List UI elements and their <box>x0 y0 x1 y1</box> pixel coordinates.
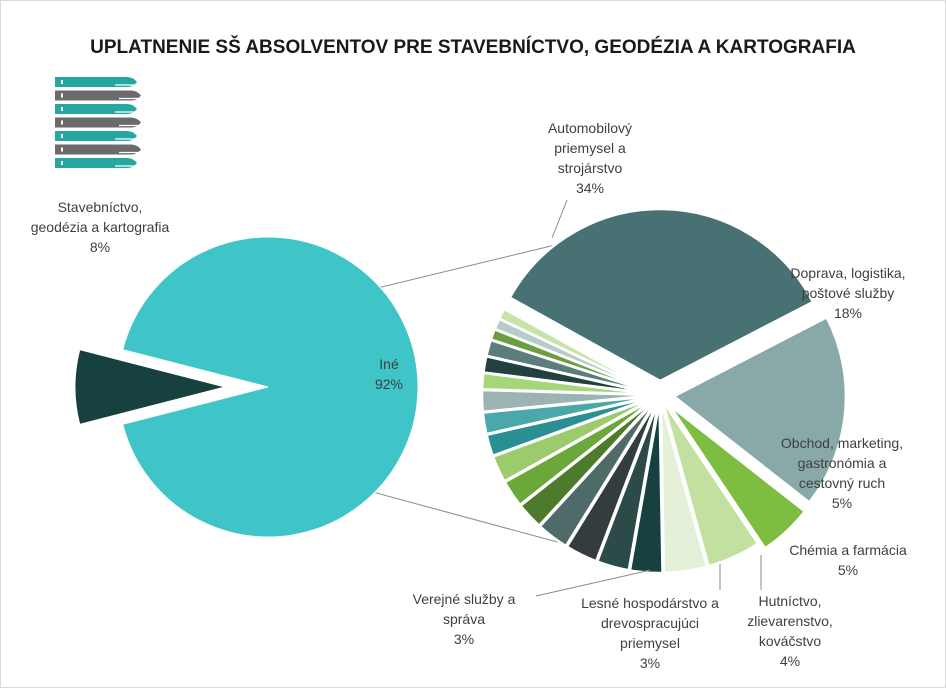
data-label-line: Chémia a farmácia <box>789 542 907 558</box>
data-label-line: poštové služby <box>801 285 895 301</box>
data-label-percent: 34% <box>575 180 605 196</box>
data-label-percent: 18% <box>833 305 863 321</box>
data-label-chemia-a-farmacia <box>789 542 907 578</box>
data-label-percent: 4% <box>779 653 801 669</box>
data-label-percent: 3% <box>639 655 661 671</box>
data-label-hutnictvo-zlievarenstvo-kovacstvo <box>747 593 833 669</box>
books-logo-icon <box>55 77 141 168</box>
primary-pie <box>75 237 418 537</box>
data-label-line: zlievarenstvo, <box>747 613 833 629</box>
data-label-percent: 92% <box>374 376 404 392</box>
data-label-stavebnictvo-geodezia-a-kartografia <box>31 199 170 255</box>
data-label-percent: 8% <box>89 239 111 255</box>
data-label-line: Lesné hospodárstvo a <box>581 595 719 611</box>
data-label-line: geodézia a kartografia <box>30 219 170 235</box>
data-label-line: Iné <box>379 356 399 372</box>
data-label-line: strojárstvo <box>557 160 623 176</box>
data-label-line: Obchod, marketing, <box>780 435 904 451</box>
secondary-pie <box>482 209 846 573</box>
data-label-line: gastronómia a <box>797 455 887 471</box>
data-label-line: Doprava, logistika, <box>790 265 906 281</box>
data-label-percent: 5% <box>831 495 853 511</box>
leader-line-automobilovy-priemysel-a-strojarstvo <box>552 200 567 238</box>
data-label-line: priemysel a <box>554 140 626 156</box>
data-label-percent: 5% <box>837 562 859 578</box>
data-label-line: priemysel <box>620 635 680 651</box>
data-label-lesne-hospodarstvo-a-drevospracujuci-priemysel <box>581 595 719 671</box>
data-label-automobilovy-priemysel-a-strojarstvo <box>548 120 632 196</box>
data-label-line: Hutníctvo, <box>758 593 822 609</box>
data-label-line: Automobilový <box>547 120 633 136</box>
data-label-verejne-sluzby-a-sprava <box>413 591 516 647</box>
data-label-line: cestovný ruch <box>798 475 886 491</box>
data-label-line: správa <box>442 611 486 627</box>
data-label-doprava-logistika-postove-sluzby <box>790 265 905 321</box>
data-label-line: Stavebníctvo, <box>57 199 143 215</box>
data-label-line: Verejné služby a <box>412 591 516 607</box>
data-label-line: kováčstvo <box>758 633 822 649</box>
chart-title: UPLATNENIE SŠ ABSOLVENTOV PRE STAVEBNÍCTVO, GEODÉZIA A KARTOGRAFIA <box>90 37 856 58</box>
data-label-percent: 3% <box>453 631 475 647</box>
data-label-line: drevospracujúci <box>600 615 700 631</box>
leader-line-verejne-sluzby-a-sprava <box>536 570 650 596</box>
